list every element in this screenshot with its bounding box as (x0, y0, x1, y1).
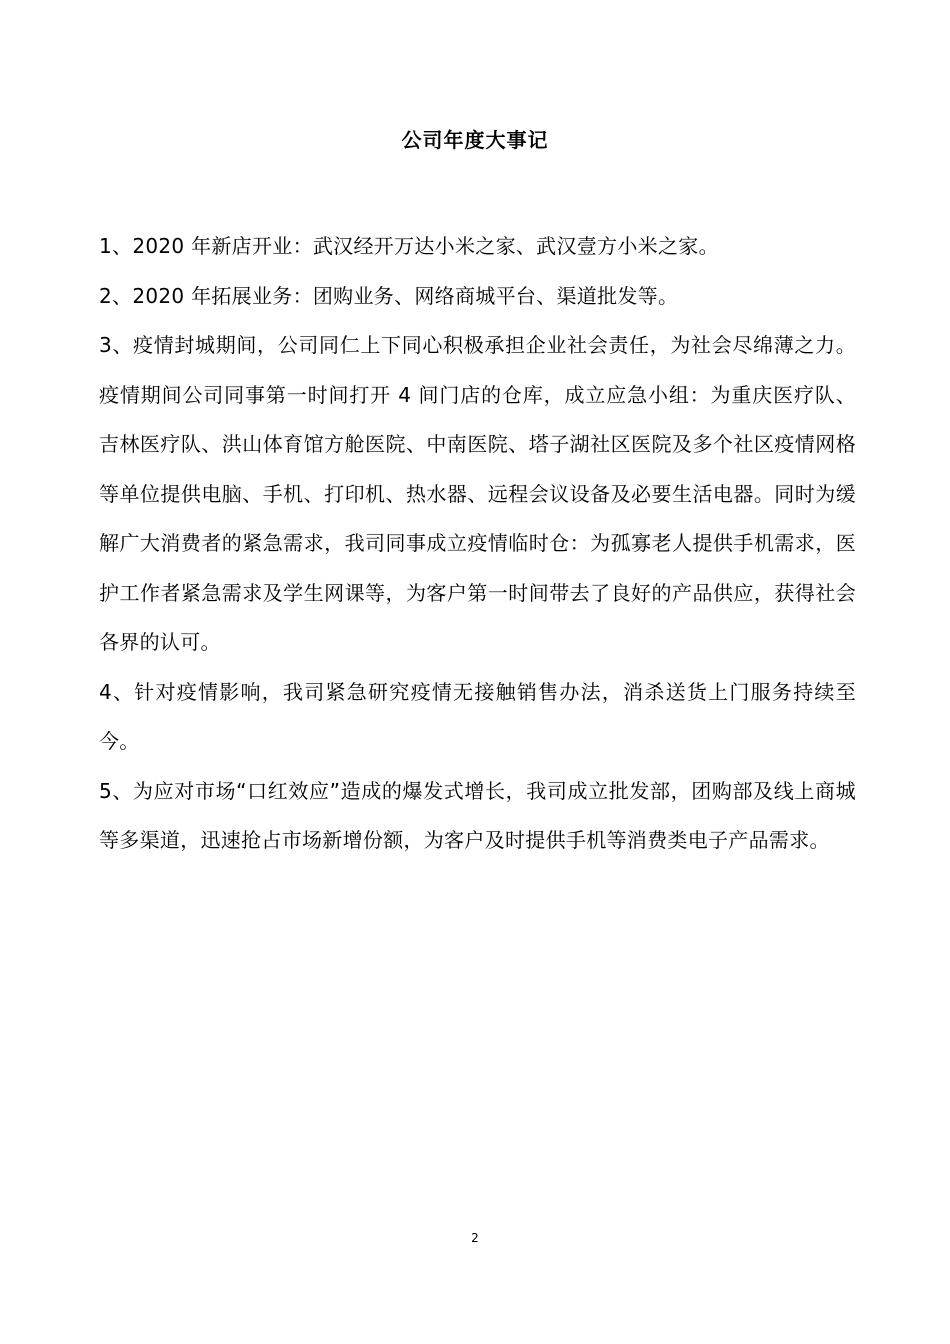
paragraph-5: 5、为应对市场“口红效应”造成的爆发式增长，我司成立批发部，团购部及线上商城等多渠道，迅速抢占市场新增份额，为客户及时提供手机等消费类电子产品需求。 (99, 778, 856, 852)
paragraph-4: 4、针对疫情影响，我司紧急研究疫情无接触销售办法，消杀送货上门服务持续至今。 (99, 679, 856, 753)
page-number: 2 (471, 1231, 479, 1245)
page-title: 公司年度大事记 (401, 128, 549, 152)
paragraph-3: 3、疫情封城期间，公司同仁上下同心积极承担企业社会责任，为社会尽绵薄之力。疫情期间公司同事第一时间打开 4 间门店的仓库，成立应急小组：为重庆医疗队、吉林医疗队、洪山体育馆方舱医院、中南医院、塔子湖社区医院及多个社区疫情网格等单位提供电脑、手机、打印机、热水器、远程会议设备及必要生活电器。同时为缓解广大消费者的紧急需求，我司同事成立疫情临时仓：为孤寡老人提供手机需求，医护工作者紧急需求及学生网课等，为客户第一时间带去了良好的产品供应，获得社会各界的认可。 (99, 333, 856, 654)
paragraph-1: 1、2020 年新店开业：武汉经开万达小米之家、武汉壹方小米之家。 (99, 234, 719, 258)
paragraph-2: 2、2020 年拓展业务：团购业务、网络商城平台、渠道批发等。 (99, 283, 679, 308)
document-body (99, 222, 856, 866)
